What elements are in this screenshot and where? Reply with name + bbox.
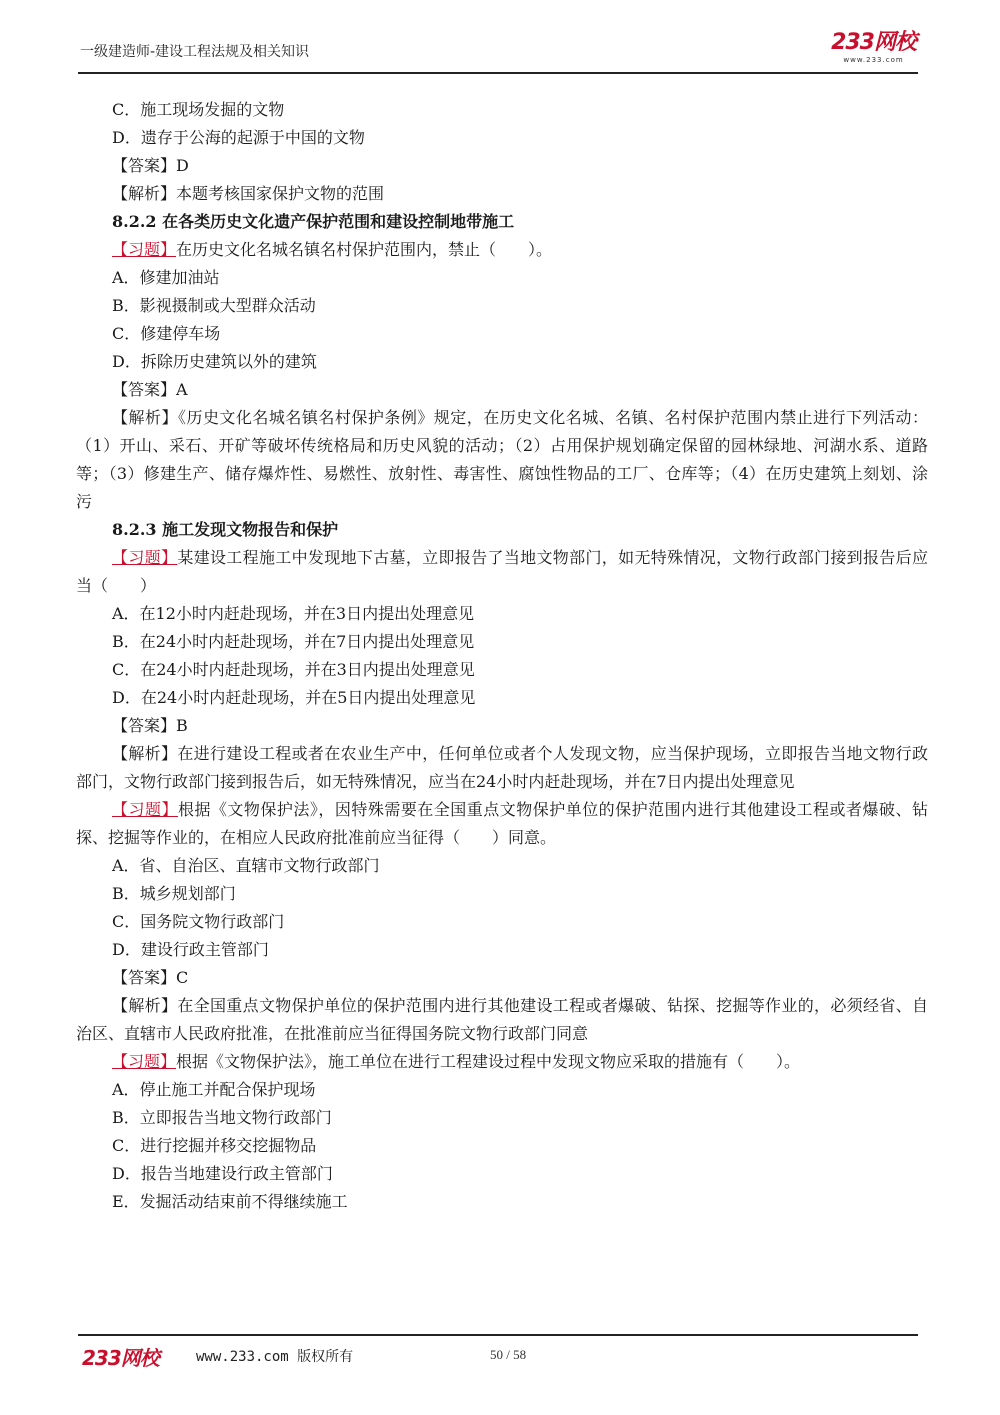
page-header xyxy=(78,30,918,74)
analysis-text: 在全国重点文物保护单位的保护范围内进行其他建设工程或者爆破、钻探、挖掘等作业的，必须经省、自治区、直辖市人民政府批准，在批准前应当征得国务院文物行政部门同意 xyxy=(76,996,928,1043)
document-body xyxy=(76,96,928,1216)
analysis-tag: 【解析】 xyxy=(112,408,178,427)
option-b: B．影视摄制或大型群众活动 xyxy=(112,296,316,315)
section-heading-8-2-2: 8.2.2 在各类历史文化遗产保护范围和建设控制地带施工 xyxy=(112,212,515,231)
page-footer xyxy=(78,1334,918,1374)
analysis-line xyxy=(76,180,928,208)
exercise-tag: 【习题】 xyxy=(112,800,178,819)
brand-logo-block xyxy=(831,30,916,65)
analysis-tag: 【解析】 xyxy=(112,744,178,763)
answer-line xyxy=(76,964,928,992)
brand-url: www.233.com xyxy=(843,56,904,64)
option-c: C．国务院文物行政部门 xyxy=(112,912,285,931)
option-a: A．停止施工并配合保护现场 xyxy=(112,1080,316,1099)
option-c: C．在24小时内赶赴现场，并在3日内提出处理意见 xyxy=(112,660,475,679)
question-text: 根据《文物保护法》，因特殊需要在全国重点文物保护单位的保护范围内进行其他建设工程或者爆破、钻探、挖掘等作业的，在相应人民政府批准前应当征得（ ）同意。 xyxy=(76,800,928,847)
option-a: A．修建加油站 xyxy=(112,268,220,287)
option-d: D．建设行政主管部门 xyxy=(112,940,269,959)
question-text: 在历史文化名城名镇名村保护范围内，禁止（ ）。 xyxy=(176,240,553,259)
footer-logo: 233网校 xyxy=(82,1346,159,1370)
analysis-tag: 【解析】 xyxy=(112,996,178,1015)
question-stem xyxy=(76,796,928,852)
answer-tag: 【答案】 xyxy=(112,968,177,987)
answer-line xyxy=(76,376,928,404)
answer-value: B xyxy=(176,716,188,735)
exercise-tag: 【习题】 xyxy=(112,1052,177,1071)
footer-copyright: www.233.com 版权所有 xyxy=(196,1349,354,1365)
option-d: D．在24小时内赶赴现场，并在5日内提出处理意见 xyxy=(112,688,476,707)
option-b: B．在24小时内赶赴现场，并在7日内提出处理意见 xyxy=(112,632,475,651)
option-b: B．城乡规划部门 xyxy=(112,884,236,903)
option-e: E．发掘活动结束前不得继续施工 xyxy=(112,1192,348,1211)
analysis-tag: 【解析】 xyxy=(112,184,177,203)
answer-tag: 【答案】 xyxy=(112,380,177,399)
answer-line xyxy=(76,712,928,740)
page-number: 50 / 58 xyxy=(490,1347,527,1362)
option-d: D．拆除历史建筑以外的建筑 xyxy=(112,352,317,371)
analysis-paragraph xyxy=(76,404,928,516)
analysis-paragraph xyxy=(76,992,928,1048)
exercise-tag: 【习题】 xyxy=(112,548,178,567)
option-a: A．在12小时内赶赴现场，并在3日内提出处理意见 xyxy=(112,604,475,623)
question-stem xyxy=(76,1048,928,1076)
question-text: 某建设工程施工中发现地下古墓，立即报告了当地文物部门，如无特殊情况，文物行政部门接到报告后应当（ ） xyxy=(76,548,928,595)
option-d: D．报告当地建设行政主管部门 xyxy=(112,1164,333,1183)
brand-logo: 233网校 xyxy=(831,30,916,55)
header-title: 一级建造师-建设工程法规及相关知识 xyxy=(80,44,310,60)
question-stem xyxy=(76,544,928,600)
answer-value: C xyxy=(176,968,189,987)
answer-tag: 【答案】 xyxy=(112,716,177,735)
answer-line xyxy=(76,152,928,180)
answer-value: D xyxy=(176,156,189,175)
analysis-text: 本题考核国家保护文物的范围 xyxy=(176,184,385,203)
option-c: C．施工现场发掘的文物 xyxy=(112,100,285,119)
option-b: B．立即报告当地文物行政部门 xyxy=(112,1108,332,1127)
analysis-text: 《历史文化名城名镇名村保护条例》规定，在历史文化名城、名镇、名村保护范围内禁止进行下列活动：（1）开山、采石、开矿等破坏传统格局和历史风貌的活动；（2）占用保护规划确定保留的园林绿地、河湖水系、道路等；（3）修建生产、储存爆炸性、易燃性、放射性、毒害性、腐蚀性物品的工厂、仓库等；（4）在历史建筑上刻划、涂污 xyxy=(76,408,928,511)
analysis-text: 在进行建设工程或者在农业生产中，任何单位或者个人发现文物，应当保护现场，立即报告当地文物行政部门，文物行政部门接到报告后，如无特殊情况，应当在24小时内赶赴现场，并在7日内提出处理意见 xyxy=(76,744,928,791)
option-c: C．进行挖掘并移交挖掘物品 xyxy=(112,1136,317,1155)
analysis-paragraph xyxy=(76,740,928,796)
answer-value: A xyxy=(176,380,188,399)
question-text: 根据《文物保护法》，施工单位在进行工程建设过程中发现文物应采取的措施有（ ）。 xyxy=(176,1052,801,1071)
question-stem xyxy=(76,236,928,264)
exercise-tag: 【习题】 xyxy=(112,240,177,259)
option-d: D．遗存于公海的起源于中国的文物 xyxy=(112,128,365,147)
answer-tag: 【答案】 xyxy=(112,156,177,175)
option-a: A．省、自治区、直辖市文物行政部门 xyxy=(112,856,380,875)
option-c: C．修建停车场 xyxy=(112,324,221,343)
section-heading-8-2-3: 8.2.3 施工发现文物报告和保护 xyxy=(112,520,339,539)
